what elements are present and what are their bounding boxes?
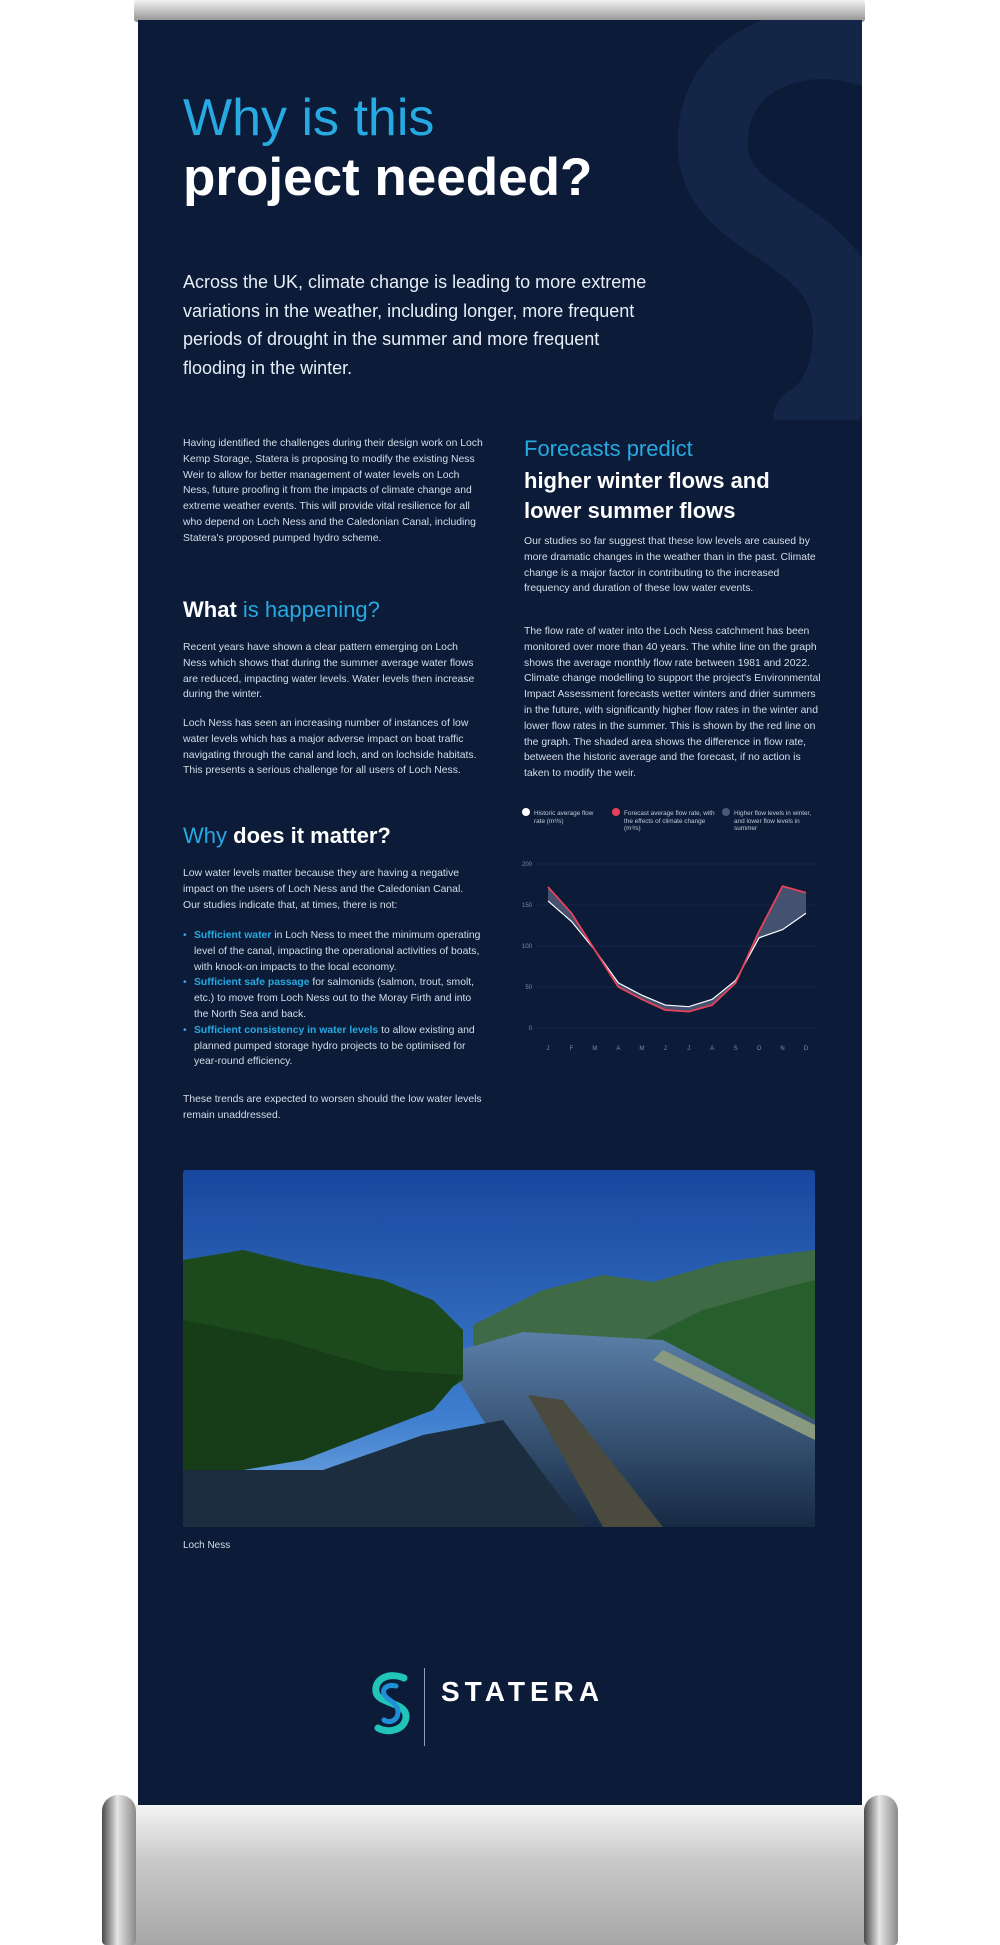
list-item: [183, 1023, 483, 1070]
intro-paragraph: Across the UK, climate change is leading to more extreme variations in the weather, including longer, more frequent periods of drought in the summer and more frequent flooding in the winter.: [183, 272, 647, 378]
x-tick-label: J: [546, 1046, 550, 1052]
legend-swatch-shaded: [722, 808, 730, 816]
what-heading-accent: is happening?: [242, 597, 380, 622]
legend-label-historic: Historic average flow rate (m³/s): [534, 810, 594, 825]
statera-wordmark: STATERA: [441, 1676, 605, 1707]
legend-label-forecast: Forecast average flow rate, with the effects of climate change (m³/s): [624, 810, 715, 833]
bullet-highlight: Sufficient safe passage: [194, 977, 310, 989]
y-tick-label: 50: [525, 985, 532, 991]
y-tick-label: 100: [521, 944, 532, 950]
list-item: [183, 928, 483, 975]
what-heading: [183, 596, 380, 624]
x-tick-label: A: [710, 1046, 715, 1052]
legend-swatch-forecast: [612, 808, 620, 816]
x-tick-label: O: [756, 1046, 762, 1052]
why-heading-accent: Why: [183, 823, 227, 848]
bullet-list: [183, 928, 483, 1070]
x-tick-label: D: [803, 1046, 809, 1052]
bullet-text: for salmonids (salmon, trout, smolt, etc.) to move from Loch Ness out to the Moray Firth and into the North Sea and back.: [194, 977, 475, 1020]
right-paragraph-2: The flow rate of water into the Loch Ness catchment has been monitored over more than 40 years. The white line on the graph shows the average monthly flow rate between 1981 and 2022. Climate change modelling to support the project's Environmental Impact Assessment forecasts wetter winters and drier summers in the future, with significantly higher flow rates in the winter and lower flow rates in the summer. This is shown by the red line on the graph. The shaded area shows the difference in flow rate, between the historic average and the forecast, if no action is taken to modify the weir.: [524, 626, 821, 780]
x-tick-label: A: [616, 1046, 621, 1052]
left-paragraph-3: Loch Ness has seen an increasing number of instances of low water levels which has a major adverse impact on boat traffic navigating through the canal and loch, and on lochside habitats. This presents a serious challenge for all users of Loch Ness.: [183, 718, 477, 777]
what-heading-strong: What: [183, 597, 237, 622]
x-tick-label: F: [569, 1046, 574, 1052]
left-paragraph-2: Recent years have shown a clear pattern emerging on Loch Ness which shows that during the summer average water flows are reduced, impacting water levels. Water levels then increase during the winter.: [183, 642, 475, 701]
banner: [138, 20, 862, 1840]
loch-ness-landscape-image: [183, 1170, 815, 1527]
legend-label-shaded: Higher flow levels in winter, and lower flow levels in summer: [734, 810, 812, 833]
statera-logo-icon: [370, 1672, 412, 1738]
stand-foot-left: [102, 1795, 136, 1945]
y-tick-label: 200: [521, 862, 532, 868]
flow-rate-chart: [518, 852, 828, 1067]
x-tick-label: J: [663, 1046, 667, 1052]
x-tick-label: M: [639, 1046, 645, 1052]
forecast-heading-strong: higher winter flows and lower summer flows: [524, 468, 770, 523]
legend-swatch-historic: [522, 808, 530, 816]
x-tick-label: M: [592, 1046, 598, 1052]
bullet-text: to allow existing and planned pumped storage hydro projects to be optimised for year-round efficiency.: [194, 1024, 475, 1068]
brand-watermark-icon: [648, 20, 862, 420]
x-tick-label: N: [780, 1046, 785, 1052]
why-heading-strong: does it matter?: [233, 823, 391, 848]
forecast-heading-accent: Forecasts predict: [524, 436, 693, 461]
why-heading: [183, 822, 391, 850]
list-item: [183, 975, 483, 1022]
page-title-line2: project needed?: [183, 148, 593, 207]
logo-divider: [424, 1668, 425, 1746]
page-title-line1: Why is this: [183, 89, 435, 147]
stand-foot-right: [864, 1795, 898, 1945]
photo-caption: Loch Ness: [183, 1540, 231, 1551]
bullet-text: in Loch Ness to meet the minimum operating level of the canal, impacting the operational activities of boats, with knock-on impacts to the local economy.: [194, 930, 481, 973]
x-tick-label: J: [687, 1046, 691, 1052]
y-tick-label: 0: [528, 1026, 532, 1032]
right-paragraph-1: Our studies so far suggest that these low levels are caused by more dramatic changes in the weather than in the past. Climate change is a major factor in contributing to the increased frequency and duration of these low water events.: [524, 536, 816, 595]
loch-ness-photo: [183, 1170, 815, 1527]
bullet-highlight: Sufficient consistency in water levels: [194, 1024, 379, 1036]
banner-top-bar: [134, 0, 865, 22]
y-tick-label: 150: [521, 903, 532, 909]
left-paragraph-4: Low water levels matter because they are having a negative impact on the users of Loch Ness and the Caledonian Canal. Our studies indicate that, at times, there is not:: [183, 868, 464, 911]
left-paragraph-1: Having identified the challenges during their design work on Loch Kemp Storage, Statera is proposing to modify the existing Ness Weir to allow for better management of water levels on Loch Ness, future proofing it from the impacts of climate change and extreme weather events. This will provide vital resilience for all who depend on Loch Ness and the Caledonian Canal, including Statera's proposed pumped hydro scheme.: [183, 438, 483, 544]
left-paragraph-5: These trends are expected to worsen should the low water levels remain unaddressed.: [183, 1094, 482, 1121]
bullet-highlight: Sufficient water: [194, 930, 272, 941]
x-tick-label: S: [733, 1046, 738, 1052]
banner-stand-base: [108, 1805, 892, 1945]
